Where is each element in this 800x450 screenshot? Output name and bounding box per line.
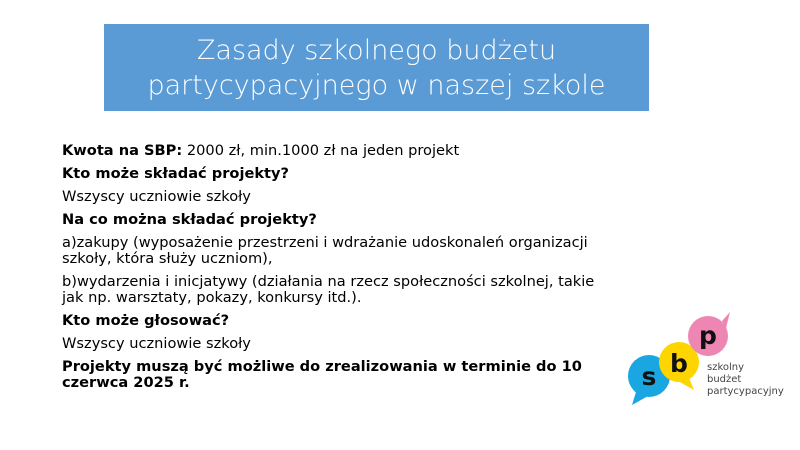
- question-who-votes: [62, 313, 617, 329]
- answer-who-submits: Wszyscy uczniowie szkoły: [62, 188, 251, 205]
- rules-content: [62, 143, 617, 398]
- question-who-submits: [62, 166, 617, 182]
- title-line-2: partycypacyjnego w naszej szkole: [147, 69, 606, 101]
- logo-bubble-p: [688, 312, 730, 356]
- answer-events: b)wydarzenia i inicjatywy (działania na rzecz społeczności szkolnej, takie jak np. warsztaty, pokazy, konkursy itd.).: [62, 273, 595, 306]
- question-1-text: Kto może składać projekty?: [62, 165, 290, 182]
- title-line-1: Zasady szkolnego budżetu: [196, 34, 557, 66]
- question-2-text: Na co można składać projekty?: [62, 211, 317, 228]
- answer-purchases: a)zakupy (wyposażenie przestrzeni i wdrażanie udoskonaleń organizacji szkoły, która służy uczniom),: [62, 234, 588, 267]
- deadline-note: [62, 359, 617, 391]
- budget-amount: [62, 143, 617, 159]
- answer-who-votes: Wszyscy uczniowie szkoły: [62, 335, 251, 352]
- budget-value: 2000 zł, min.1000 zł na jeden projekt: [182, 142, 460, 159]
- deadline-text: Projekty muszą być możliwe do zrealizowania w terminie do 10 czerwca 2025 r.: [62, 358, 582, 391]
- logo-caption-line-3: partycypacyjny: [707, 386, 784, 397]
- logo-caption-line-1: szkolny: [707, 362, 745, 373]
- logo-caption-line-2: budżet: [707, 374, 742, 385]
- question-3-text: Kto może głosować?: [62, 312, 230, 329]
- logo-letter-s: s: [641, 362, 657, 391]
- title-banner: [104, 24, 649, 111]
- logo-letter-b: b: [670, 349, 688, 378]
- budget-label: Kwota na SBP:: [62, 142, 183, 159]
- logo-caption: [707, 362, 784, 398]
- logo-letter-p: p: [699, 321, 717, 350]
- question-what-projects: [62, 212, 617, 228]
